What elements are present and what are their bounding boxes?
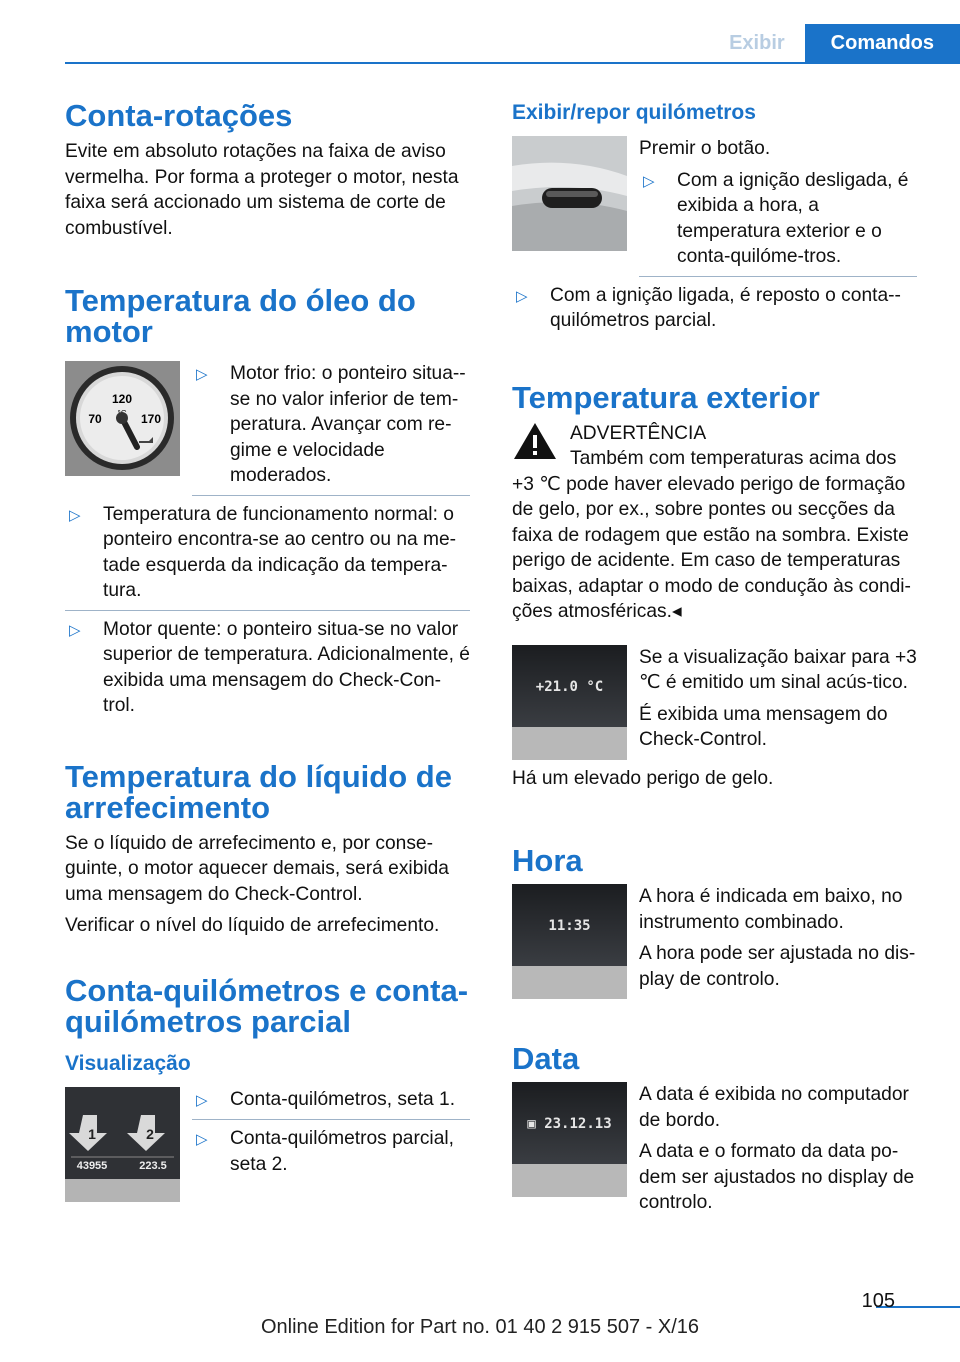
temperature-display-text: +21.0 °C bbox=[535, 678, 604, 695]
list-item: ▷ Com a ignição desligada, é exibida a hora, a temperatura exterior e o conta-quilóme-tros. bbox=[639, 168, 917, 277]
warning-icon bbox=[512, 421, 558, 472]
clock-display-text: 11:35 bbox=[548, 918, 591, 934]
paragraph: Se a visualização baixar para +3 ℃ é emitido um sinal acús-tico. bbox=[639, 646, 917, 693]
section-title-data: Data bbox=[512, 1041, 580, 1076]
paragraph: É exibida uma mensagem do Check-Control. bbox=[639, 703, 888, 750]
left-column bbox=[65, 100, 470, 1202]
oil-gauge-image bbox=[65, 361, 180, 476]
triangle-bullet-icon: ▷ bbox=[196, 1131, 208, 1148]
arrow-1-label: 1 bbox=[88, 1125, 96, 1142]
top-rule bbox=[65, 62, 960, 64]
calendar-icon: ▣ bbox=[527, 1116, 545, 1132]
subsection-title-exibir-repor: Exibir/repor quilómetros bbox=[512, 101, 756, 124]
section-title-conta-rotacoes: Conta-rotações bbox=[65, 98, 293, 133]
paragraph: Há um elevado perigo de gelo. bbox=[512, 767, 774, 789]
arrow-2-label: 2 bbox=[146, 1125, 154, 1142]
clock-figure-row bbox=[512, 884, 917, 999]
section-title-oleo: Temperatura do óleo do motor bbox=[65, 283, 416, 349]
list-item: ▷ Com a ignição ligada, é reposto o conta--quilómetros parcial. bbox=[512, 283, 917, 340]
section-title-conta-quilometros: Conta-quilómetros e conta-quilómetros parcial bbox=[65, 972, 469, 1039]
temperature-display-image bbox=[512, 645, 627, 760]
paragraph: Evite em absoluto rotações na faixa de aviso vermelha. Por forma a proteger o motor, nesta faixa será accionado um sistema de corte de combustível. bbox=[65, 141, 459, 239]
gauge-120: 120 bbox=[111, 392, 133, 406]
triangle-bullet-icon: ▷ bbox=[516, 287, 528, 305]
list-item: ▷ Conta-quilómetros parcial, seta 2. bbox=[192, 1126, 470, 1183]
list-item: ▷ Temperatura de funcionamento normal: o ponteiro encontra-se ao centro ou na me-tade esquerda da indicação da tempera-tura. bbox=[65, 502, 470, 611]
triangle-bullet-icon: ▷ bbox=[69, 621, 81, 639]
page-number: 105 bbox=[861, 1290, 895, 1312]
top-nav bbox=[709, 24, 960, 62]
list-item: ▷ Conta-quilómetros, seta 1. bbox=[192, 1087, 470, 1121]
tab-exibir[interactable]: Exibir bbox=[729, 31, 785, 54]
right-column bbox=[512, 100, 917, 1222]
warning-title: ADVERTÊNCIA bbox=[570, 422, 707, 444]
warning-lead: Também com temperaturas acima dos bbox=[570, 448, 897, 469]
paragraph: A hora é indicada em baixo, no instrumento combinado. bbox=[639, 886, 903, 933]
triangle-bullet-icon: ▷ bbox=[196, 1091, 208, 1109]
section-title-hora: Hora bbox=[512, 843, 583, 878]
paragraph: A data é exibida no computador de bordo. bbox=[639, 1084, 909, 1131]
reset-button-image bbox=[512, 136, 627, 251]
oil-figure-row bbox=[65, 361, 470, 502]
list-item: ▷ Motor quente: o ponteiro situa-se no valor superior de temperatura. Adicionalmente, é exibida uma mensagem do Check-Con-trol. bbox=[65, 617, 470, 725]
odometer-image bbox=[65, 1087, 180, 1202]
button-figure-row bbox=[512, 136, 917, 283]
triangle-bullet-icon: ▷ bbox=[643, 172, 655, 190]
section-title-arrefecimento: Temperatura do líquido de arrefecimento bbox=[65, 758, 452, 825]
footer-text: Online Edition for Part no. 01 40 2 915 507 - X/16 bbox=[260, 1316, 700, 1338]
paragraph: Premir o botão. bbox=[639, 138, 771, 159]
tab-comandos[interactable]: Comandos bbox=[805, 24, 960, 62]
clock-display-image bbox=[512, 884, 627, 999]
warning-row bbox=[512, 421, 917, 472]
paragraph: Verificar o nível do líquido de arrefecimento. bbox=[65, 915, 440, 936]
date-figure-row bbox=[512, 1082, 917, 1222]
paragraph: A data e o formato da data po-dem ser ajustados no display de controlo. bbox=[639, 1141, 915, 1213]
warning-text: +3 ℃ pode haver elevado perigo de formação de gelo, por ex., sobre pontes ou secções da faixa de rodagem que estão na sombra. Existe perigo de acidente. Em caso de temperaturas baixas, adaptar o modo de condução às condi-ções atmosféricas.◂ bbox=[512, 473, 911, 622]
paragraph: A hora pode ser ajustada no dis-play de controlo. bbox=[639, 943, 916, 990]
list-item: ▷ Motor frio: o ponteiro situa--se no valor inferior de tem-peratura. Avançar com re-gime e velocidade moderados. bbox=[192, 361, 470, 496]
subsection-title-visualizacao: Visualização bbox=[65, 1051, 191, 1075]
triangle-bullet-icon: ▷ bbox=[69, 506, 81, 524]
date-display-image bbox=[512, 1082, 627, 1197]
odometer-value: 43955 bbox=[76, 1159, 108, 1172]
triangle-bullet-icon: ▷ bbox=[196, 366, 208, 383]
date-display-text: ▣ 23.12.13 bbox=[527, 1116, 612, 1132]
temp-figure-row bbox=[512, 645, 917, 760]
trip-value: 223.5 bbox=[139, 1159, 167, 1172]
paragraph: Se o líquido de arrefecimento e, por conse-guinte, o motor aquecer demais, será exibida uma mensagem do Check-Control. bbox=[65, 832, 449, 905]
odometer-figure-row bbox=[65, 1087, 470, 1202]
section-title-temperatura-exterior: Temperatura exterior bbox=[512, 379, 820, 415]
gauge-70: 70 bbox=[88, 412, 102, 426]
gauge-170: 170 bbox=[140, 412, 162, 426]
